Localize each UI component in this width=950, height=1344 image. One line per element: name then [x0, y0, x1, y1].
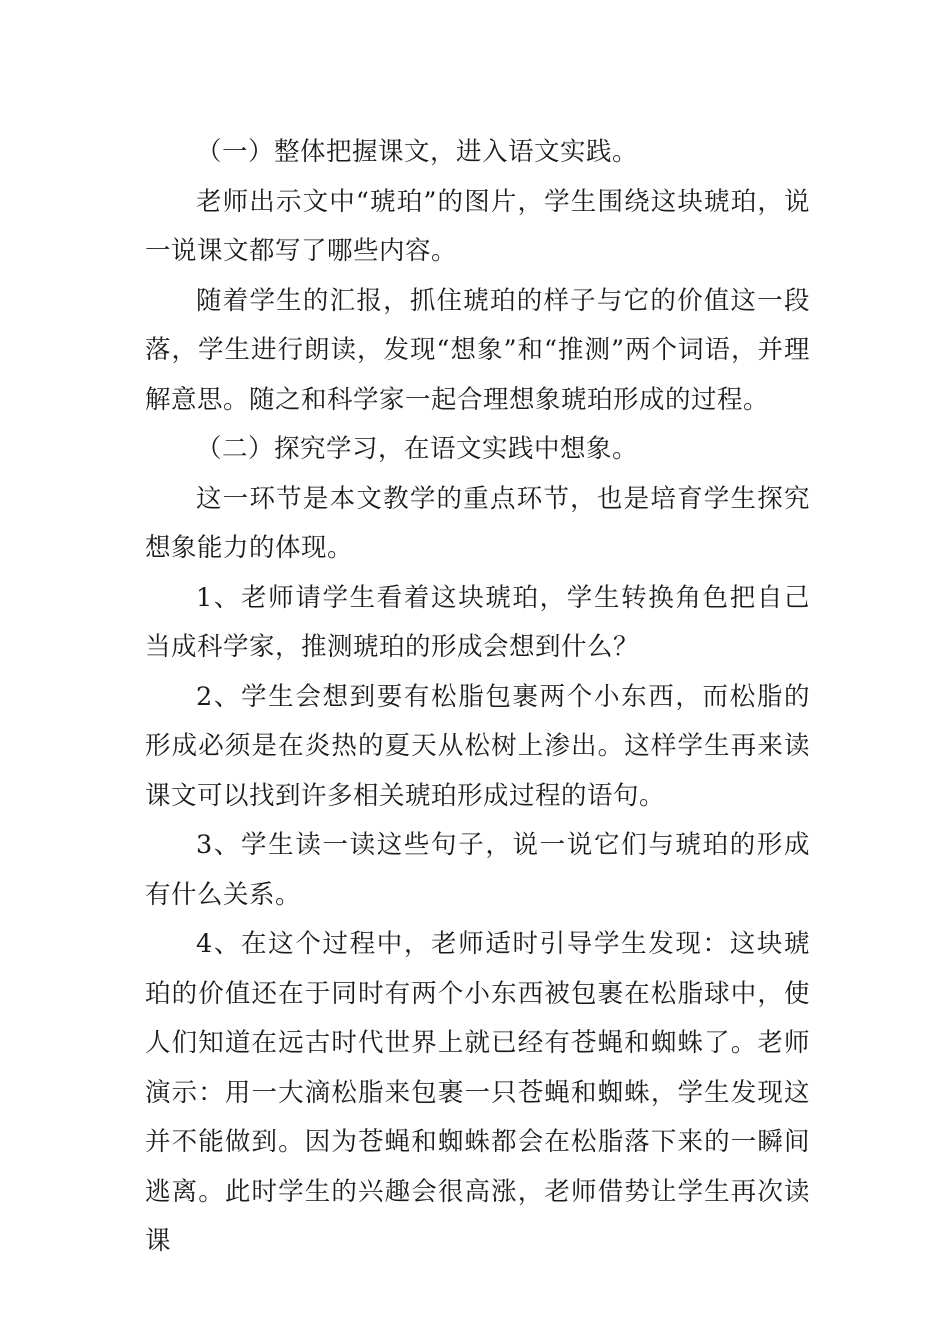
list-item-3: 3、学生读一读这些句子，说一说它们与琥珀的形成有什么关系。 — [145, 830, 810, 910]
paragraph-2: 随着学生的汇报，抓住琥珀的样子与它的价值这一段落，学生进行朗读，发现“想象”和“推测”两个词语，并理解意思。随之和科学家一起合理想象琥珀形成的过程。 — [145, 285, 810, 415]
document-body — [145, 128, 810, 1267]
list-item-4: 4、在这个过程中，老师适时引导学生发现：这块琥珀的价值还在于同时有两个小东西被包裹在松脂球中，使人们知道在远古时代世界上就已经有苍蝇和蜘蛛了。老师演示：用一大滴松脂来包裹一只苍蝇和蜘蛛，学生发现这并不能做到。因为苍蝇和蜘蛛都会在松脂落下来的一瞬间逃离。此时学生的兴趣会很高涨，老师借势让学生再次读课 — [145, 929, 810, 1256]
list-item-2: 2、学生会想到要有松脂包裹两个小东西，而松脂的形成必须是在炎热的夏天从松树上渗出。这样学生再来读课文可以找到许多相关琥珀形成过程的语句。 — [145, 681, 810, 811]
section-heading-2: （二）探究学习，在语文实践中想象。 — [196, 434, 639, 464]
paragraph-3: 这一环节是本文教学的重点环节，也是培育学生探究想象能力的体现。 — [145, 483, 810, 563]
list-item-1: 1、老师请学生看着这块琥珀，学生转换角色把自己当成科学家，推测琥珀的形成会想到什么？ — [145, 582, 810, 662]
paragraph-1: 老师出示文中“琥珀”的图片，学生围绕这块琥珀，说一说课文都写了哪些内容。 — [145, 186, 810, 266]
section-heading-1: （一）整体把握课文，进入语文实践。 — [196, 137, 639, 167]
